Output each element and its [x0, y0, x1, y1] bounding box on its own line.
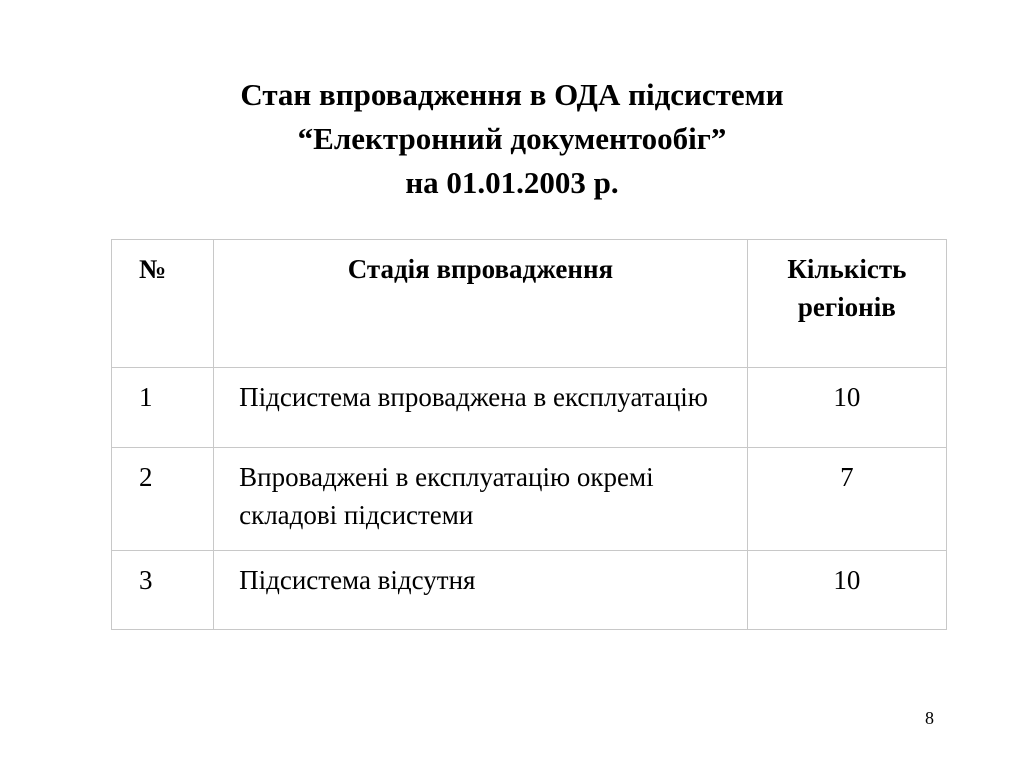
- header-stage: Стадія впровадження: [214, 240, 748, 368]
- table-row: [112, 551, 947, 630]
- cell-region-count: 10: [747, 551, 946, 630]
- page-number: 8: [925, 708, 934, 728]
- cell-stage: Впроваджені в експлуатацію окремі складові підсистеми: [214, 448, 748, 551]
- title-line-1: Стан впровадження в ОДА підсистеми: [240, 77, 784, 112]
- header-region-count: Кількість регіонів: [747, 240, 946, 368]
- header-number: №: [112, 240, 214, 368]
- title-line-2: “Електронний документообіг”: [297, 121, 727, 156]
- cell-region-count: 10: [747, 368, 946, 448]
- cell-region-count: 7: [747, 448, 946, 551]
- cell-number: 3: [112, 551, 214, 630]
- cell-stage: Підсистема відсутня: [214, 551, 748, 630]
- slide-title: [0, 73, 1024, 205]
- implementation-stages-table: [111, 239, 947, 630]
- title-line-3: на 01.01.2003 р.: [405, 165, 619, 200]
- cell-number: 1: [112, 368, 214, 448]
- cell-stage: Підсистема впроваджена в експлуатацію: [214, 368, 748, 448]
- table-header-row: [112, 240, 947, 368]
- table-row: [112, 368, 947, 448]
- cell-number: 2: [112, 448, 214, 551]
- table-row: [112, 448, 947, 551]
